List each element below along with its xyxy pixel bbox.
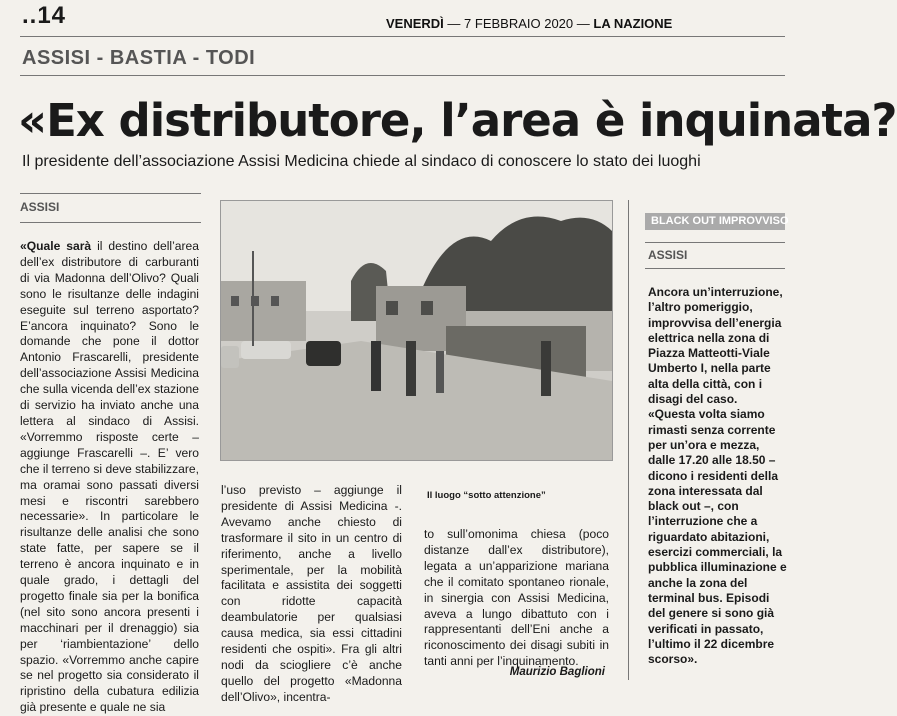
sidebar-rule-bottom: [645, 268, 785, 269]
masthead-date: — 7 FEBBRAIO 2020 —: [447, 16, 590, 31]
masthead-day: VENERDÌ: [386, 16, 444, 31]
sidebar-divider: [628, 200, 629, 680]
section-rule: [20, 75, 785, 76]
sidebar-text: Ancora un’interruzione, l’altro pomeriggio, improvvisa dell’energia elettrica nella zona di Piazza Matteotti-Viale Umberto I, nella parte alta della città, con i disagi del caso. «Questa volta siamo rimasti senza corrente per un’ora e mezza, dalle 17.20 alle 18.50 – dicono i residenti della zona interessata dal black out –, con l’interruzione che a riguardato abitazioni, esercizi commerciali, la pubblica illuminazione e anche la zona del terminal bus. Episodi del genere si sono già verificati in passato, l’ultimo il 22 dicembre scorso».: [648, 285, 787, 667]
article-kicker: ASSISI: [20, 200, 60, 214]
article-column-2: [221, 483, 402, 706]
sidebar-kicker: ASSISI: [648, 248, 688, 262]
subheadline: Il presidente dell’associazione Assisi Medicina chiede al sindaco di conoscere lo stato dei luoghi: [22, 153, 701, 170]
masthead-header: [386, 16, 672, 31]
article-column-1: [20, 239, 199, 716]
article-text-2: l’uso previsto – aggiunge il presidente di Assisi Medicina -. Avevamo anche chiesto di trasformare il sito in un centro di riferimento, anche a livello sperimentale, per la mobilità facilitata e assistita dei soggetti con ridotte capacità deambulatorie per qualsiasi causa medica, sia essi cittadini residenti che ospiti». Fra gli altri nodi da sciogliere c’è anche quello del progetto «Madonna dell’Olivo», incentra-: [221, 483, 402, 704]
sidebar-header: BLACK OUT IMPROVVISO: [645, 213, 785, 230]
street-photo-illustration: [221, 201, 612, 460]
kicker-rule-top: [20, 193, 201, 194]
top-rule: [20, 36, 785, 37]
article-photo: [220, 200, 613, 461]
kicker-rule-bottom: [20, 222, 201, 223]
article-column-3: [424, 527, 609, 670]
article-text-1: il destino dell’area dell’ex distributore di carburanti di via Madonna dell’Olivo? Quali sono le risultanze delle indagini eseguite sul terreno asportato? E’ancora inquinato? Sono le domande che pone il dottor Antonio Frascarelli, presidente dell’associazione Assisi Medicina che sulla vicenda dell’ex stazione di servizio ha inviato anche una lettera al sindaco di Assisi. «Vorremmo risposte certe – aggiunge Frascarelli –. E’ vero che il terreno si deve stabilizzare, ma oramai sono passati diversi mesi e riscontri sarebbero necessarie». In particolare le risultanze delle analisi che sono state fatte, per sapere se il terreno è ancora inquinato e in quale grado, i dettagli del progetto finale sia per la bonifica (nel sito sono ancora presenti i macchinari per il drenaggio) sia per ‘riambientazione’ dello spazio. «Vorremmo anche capire se nel progetto sia considerato il ripristino della cubatura edilizia già presente e quale ne sia: [20, 239, 199, 715]
headline: «Ex distributore, l’area è inquinata?: [18, 94, 897, 147]
page-number: ..14: [22, 2, 67, 29]
byline: Maurizio Baglioni: [509, 666, 605, 678]
section-title: ASSISI - BASTIA - TODI: [22, 47, 256, 69]
article-lead: «Quale sarà: [20, 239, 92, 253]
masthead-newspaper: LA NAZIONE: [593, 16, 673, 31]
sidebar-rule-top: [645, 242, 785, 243]
article-text-3: to sull’omonima chiesa (poco distanze dall’ex distributore), legata a un’apparizione mariana che il comitato spontaneo rionale, in sinergia con Assisi Medicina, aveva a lungo dibattuto con i rappresentanti dell’Eni anche a riconoscimento dei disagi subiti in tanti anni per l’inquinamento.: [424, 527, 609, 669]
photo-caption: Il luogo “sotto attenzione”: [427, 490, 546, 501]
